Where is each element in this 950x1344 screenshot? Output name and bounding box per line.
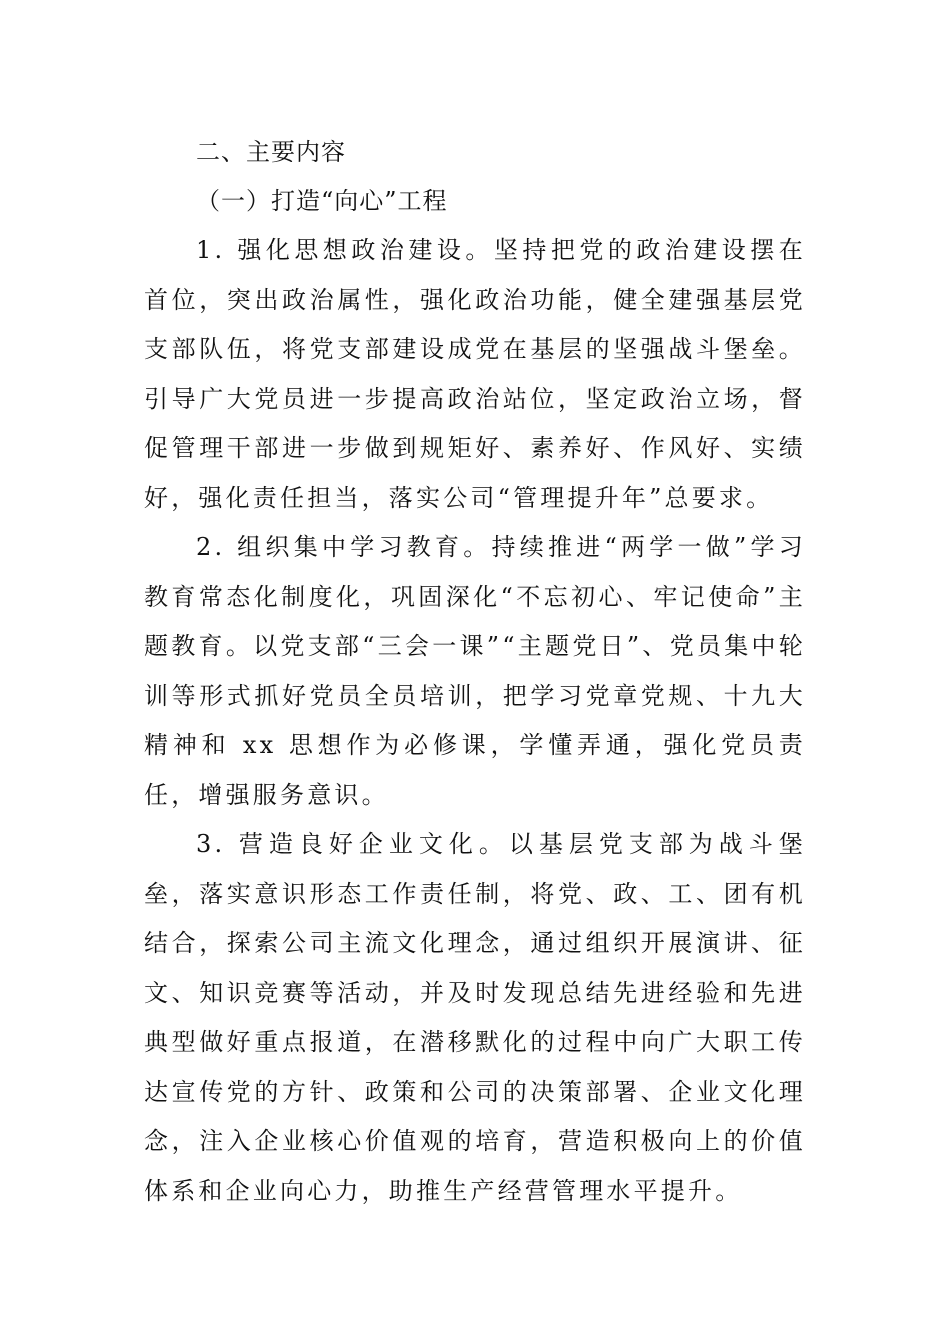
paragraph-2: 2. 组织集中学习教育。持续推进“两学一做”学习教育常态化制度化，巩固深化“不忘初心、牢记使命”主题教育。以党支部“三会一课”“主题党日”、党员集中轮训等形式抓好党员全员培训，把学习党章党规、十九大精神和 xx 思想作为必修课，学懂弄通，强化党员责任，增强服务意识。: [144, 533, 806, 809]
paragraph-3: 3. 营造良好企业文化。以基层党支部为战斗堡垒，落实意识形态工作责任制，将党、政、工、团有机结合，探索公司主流文化理念，通过组织开展演讲、征文、知识竞赛等活动，并及时发现总结先进经验和先进典型做好重点报道，在潜移默化的过程中向广大职工传达宣传党的方针、政策和公司的决策部署、企业文化理念，注入企业核心价值观的培育，营造积极向上的价值体系和企业向心力，助推生产经营管理水平提升。: [144, 830, 806, 1205]
paragraph-1: 1. 强化思想政治建设。坚持把党的政治建设摆在首位，突出政治属性，强化政治功能，健全建强基层党支部队伍，将党支部建设成党在基层的坚强战斗堡垒。引导广大党员进一步提高政治站位，坚定政治立场，督促管理干部进一步做到规矩好、素养好、作风好、实绩好，强化责任担当，落实公司“管理提升年”总要求。: [144, 236, 806, 512]
subsection-heading: （一）打造“向心”工程: [196, 187, 448, 215]
section-heading: 二、主要内容: [196, 138, 346, 166]
document-body: [144, 128, 806, 1216]
